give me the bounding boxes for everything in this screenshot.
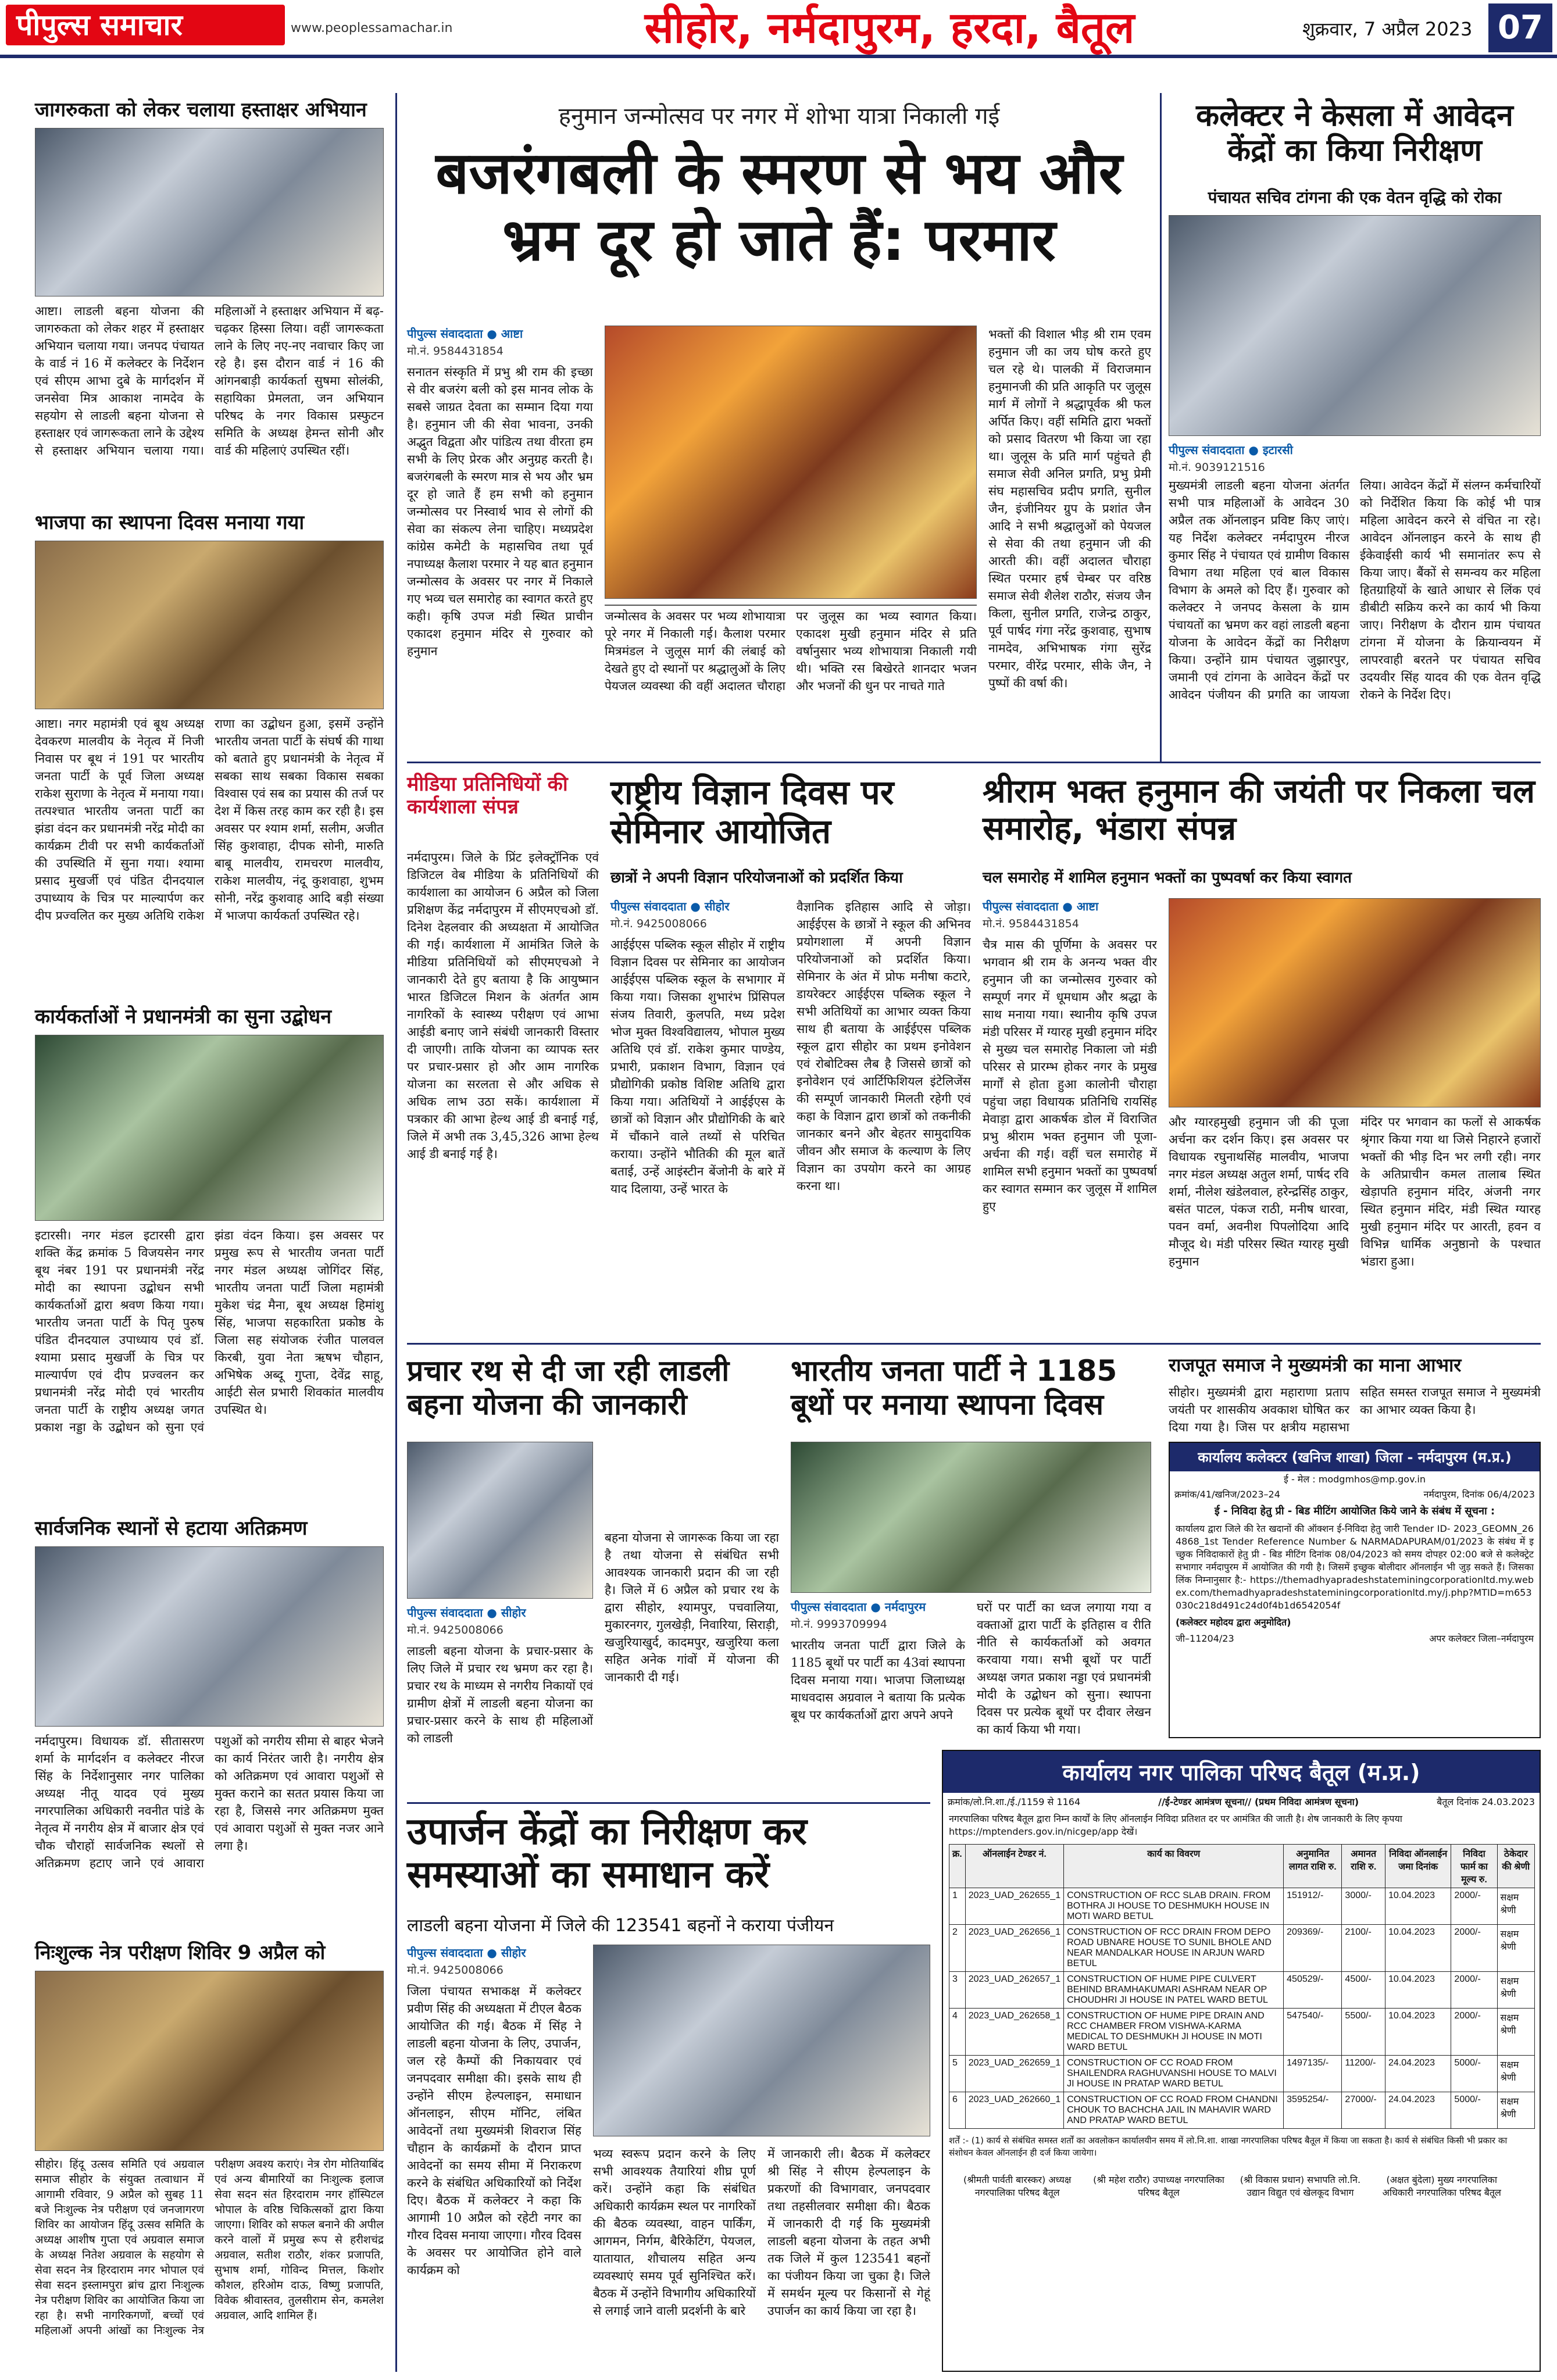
betul-tender-date: बैतूल दिनांक 24.03.2023 [1437,1796,1535,1807]
vigyan-body-2: वैज्ञानिक इतिहास आदि से जोड़ा। आईईएस के छात्रों ने स्कूल की अभिनव प्रयोगशाला में अपनी विज्ञान परियोजनाओं को प्रदर्शित किया। सेमिनार के अंत में प्रोफ मनीषा कटारे, डायरेक्टर आईईएस पब्लिक स्कूल ने सभी अतिथियों का आभार व्यक्त किया साथ ही बताया के आईईएस पब्लिक स्कूल द्वारा सीहोर का प्रथम इनोवेशन एवं रोबोटिक्स लैब है जिससे छात्रों को इनोवेशन एवं आर्टिफिशियल इंटेलिजेंस की सम्पूर्ण जानकारी मिलती रहेगी एवं कहा के विज्ञान द्वारा छात्रों को तकनीकी जानकार बनने और बेहतर सामुदायिक जीवन और समाज के कल्याण के लिए विज्ञान का उपयोग करने का आग्रह करना था। [797,900,971,1193]
table-cell: CONSTRUCTION OF HUME PIPE CULVERT BEHIND BRAMHAKUMARI ASHRAM NEAR OP CHOUDHRI JI HOUSE IN PATEL WARD BETUL [1064,1972,1284,2009]
table-cell: 2023_UAD_262656_1 [965,1925,1063,1972]
table-cell: 547540/- [1284,2009,1342,2056]
table-cell: 151912/- [1284,1888,1342,1925]
netra-photo [35,1971,384,2151]
table-row [949,1888,1535,1925]
table-row [949,1972,1535,2009]
table-cell: 10.04.2023 [1385,2009,1451,2056]
parmar-body-2: जन्मोत्सव के अवसर पर भव्य शोभायात्रा पूरे नगर में निकाली गई। कैलाश परमार मित्रमंडल ने जुलूस मार्ग की लंबाई को देखते हुए दो स्थानों पर श्रद्धालुओं के लिए पेयजल व्यवस्था की वहीं अदालत चौराहा पर जुलूस का भव्य स्वागत किया। एकादश मुखी हनुमान मंदिर से प्रति वर्षानुसार भव्य शोभायात्रा निकाली गयी थी। भक्ति रस बिखेरते शानदार भजन और भजनों की धुन पर नाचते गाते [605,609,977,693]
bjp-1185-phone: मो.नं. 9993709994 [791,1618,887,1631]
table-cell: 2000/- [1451,1925,1497,1972]
atikraman-body: नर्मदापुरम। विधायक डॉ. सीतासरण शर्मा के मार्गदर्शन व कलेक्टर नीरज सिंह के निर्देशानुसार नगर पालिका अध्यक्ष नीतू यादव एवं मुख्य नगरपालिका अधिकारी नवनीत पांडे के नेतृत्व में नगरीय क्षेत्र में बाजार क्षेत्र एवं चौक चौराहों सार्वजनिक स्थलों से अतिक्रमण हटाए जाने एवं आवारा पशुओं को नगरीय सीमा से बाहर भेजने का कार्य निरंतर जारी है। नगरीय क्षेत्र को अतिक्रमण एवं आवारा पशुओं से मुक्त कराने का सतत प्रयास किया जा रहा है, जिससे नगर अतिक्रमण मुक्त एवं आवारा पशुओं से मुक्त नजर आने लगा है। [35,1734,384,1870]
table-cell: 2 [949,1925,966,1972]
parmar-body-3: भक्तों की विशाल भीड़ श्री राम एवम हनुमान जी का जय घोष करते हुए चल रहे थे। पालकी में विराजमान हनुमानजी की प्रति आकृति पर जुलूस मार्ग में लोगों ने श्रद्धापूर्वक श्री फल अर्पित किए। वहीं समिति द्वारा भक्तों को प्रसाद वितरण भी किया जा रहा था। जुलूस के प्रति मार्ग पहुंचते ही समाज सेवी अनिल प्रगति, प्रभु प्रेमी संघ महासचिव प्रदीप प्रगति, सुनील जैन, इंजीनियर ग्रुप के प्रशांत जैन आदि ने सभी श्रद्धालुओं को पेयजल से सेवा की तथा हनुमान जी की आरती की। वहीं अदालत चौराहा स्थित परमार हर्ष चेम्बर पर वरिष्ठ समाज सेवी शैलेश राठौर, संजय जैन किला, सुनील प्रगति, राजेन्द्र ठाकुर, पूर्व पार्षद गंगा नरेंद्र कुशवाह, सुभाष नामदेव, अभिभाषक गंगा सुरेंद्र परमार, वीरेंद्र परमार, सीके जैन, ने पुष्पों की वर्षा की। [988,327,1151,690]
betul-tender-table [949,1844,1535,2129]
bjp-sthapna-photo [35,541,384,709]
table-cell: सक्षम श्रेणी [1497,1925,1535,1972]
table-cell: 2100/- [1342,1925,1385,1972]
parmar-kicker: हनुमान जन्मोत्सव पर नगर में शोभा यात्रा निकाली गई [558,103,1000,130]
khanij-tender-title: ई - निविदा हेतु प्री - बिड मीटिंग आयोजित किये जाने के संबंध में सूचना : [1214,1505,1495,1517]
column-divider-left [395,93,397,2372]
karyakarta-photo [35,1035,384,1221]
media-body: नर्मदापुरम। जिले के प्रिंट इलेक्ट्रॉनिक एवं डिजिटल वेब मीडिया के प्रतिनिधियों की कार्यशाला का आयोजन 6 अप्रैल को जिला प्रशिक्षण केंद्र नर्मदापुरम में सीएमएचओ डॉ. दिनेश देहलवार की अध्यक्षता में आयोजित की गई। कार्यशाला में आमंत्रित जिले के मीडिया प्रतिनिधियों को सीएमएचओ ने जानकारी देते हुए बताया है कि आयुष्मान भारत डिजिटल मिशन के अंतर्गत आम नागरिकों के स्वास्थ्य परीक्षण एवं आभा आईडी बनाए जाने संबंधी जानकारी विस्तार दी जाएगी। ताकि योजना का व्यापक स्तर पर प्रचार-प्रसार हो और आम नागरिक योजना का सरलता से और अधिक से अधिक लाभ उठा सकें। कार्यशाला में पत्रकार की आभा हेल्थ आई डी बनाई गई, जिले में अभी तक 3,45,326 आभा हेल्थ आई डी बनाई गई है। [407,850,599,1161]
shriram-photo [1169,898,1541,1107]
tender-column-header: अमानत राशि रु. [1342,1845,1385,1888]
table-cell: 2023_UAD_262658_1 [965,2009,1063,2056]
parmar-headline: बजरंगबली के स्मरण से भय और भ्रम दूर हो जाते हैं: परमार [435,139,1123,274]
signatory: (श्री महेश राठौर) उपाध्यक्ष नगरपालिका परिषद बैतूल [1093,2174,1224,2198]
collector-subhead: पंचायत सचिव टांगना की एक वेतन वृद्धि को रोका [1208,188,1502,207]
table-cell: CONSTRUCTION OF HUME PIPE DRAIN AND RCC CHAMBER FROM VISHWA-KARMA MEDICAL TO DESHMUKH JI HOUSE IN MOTI WARD BETUL [1064,2009,1284,2056]
table-cell: 24.04.2023 [1385,2092,1451,2129]
table-row [949,2092,1535,2129]
ladli-prachar-phone: मो.नं. 9425008066 [407,1624,503,1636]
vigyan-subhead: छात्रों ने अपनी विज्ञान परियोजनाओं को प्रदर्शित किया [610,869,903,887]
bjp-sthapna-headline: भाजपा का स्थापना दिवस मनाया गया [35,511,305,534]
khanij-tender-note: (कलेक्टर महोदय द्वारा अनुमोदित) [1176,1617,1291,1628]
section-title: सीहोर, नर्मदापुरम, हरदा, बैतूल [644,3,1135,53]
parmar-photo-2 [605,605,977,606]
tender-body [949,1888,1535,2129]
collector-phone: मो.नं. 9039121516 [1169,461,1265,474]
bjp-1185-body-1: भारतीय जनता पार्टी द्वारा जिले के 1185 बूथों पर पार्टी का 43वां स्थापना दिवस मनाया गया। भाजपा जिलाध्यक्ष माधवदास अग्रवाल ने बताया कि प्रत्येक बूथ पर कार्यकर्ताओं द्वारा अपने अपने [791,1638,965,1722]
tender-column-header: क्र. [949,1845,966,1888]
signature-photo [35,128,384,296]
table-cell: 10.04.2023 [1385,1925,1451,1972]
vigyan-body-1: आईईएस पब्लिक स्कूल सीहोर में राष्ट्रीय विज्ञान दिवस पर सेमिनार का आयोजन आईईएस पब्लिक स्कूल के सभागार में किया गया। जिसका शुभारंभ प्रिंसिपल संजय तिवारी, कुलपति, मध्य प्रदेश भोज मुक्त विश्वविद्यालय, भोपाल मुख्य अतिथि एवं डॉ. राकेश कुमार पाण्डेय, प्रभारी, प्रकाशन विभाग, विज्ञान एवं प्रौद्योगिकी प्रकोष्ठ विशिष्ट अतिथि द्वारा किया गया। अतिथियों ने आईईएस के छात्रों को विज्ञान और प्रौद्योगिकी के बारे में चौंकाने वाले तथ्यों से परिचित कराया। उन्होंने भौतिकी की मूल बातें बताई, उन्हें आइंस्टीन बेंजोनी के बारे में याद दिलाया, उन्हें भारत के [610,938,785,1196]
table-cell: 3595254/- [1284,2092,1342,2129]
row-divider-1 [407,762,1541,763]
tender-header-row [949,1845,1535,1888]
shriram-body-3: मंदिर पर भगवान का फलों से आकर्षक श्रृंगार किया गया था जिसे निहारने हजारों भक्तों की भीड़ दिन भर लगी रही। नगर के अतिप्राचीन कमल तालाब स्थित खेड़ापति हनुमान मंदिर, अंजनी नगर स्थित हनुमान मंदिर, मंडी स्थित ग्यारह मुखी हनुमान मंदिर पर आरती, हवन व विभिन्न धार्मिक अनुष्ठानो के पश्चात भंडारा हुआ। [1360,1115,1541,1268]
uparjan-headline: उपार्जन केंद्रों का निरीक्षण कर समस्याओं का समाधान करें [407,1810,807,1896]
signatory: (अक्षत बुंदेला) मुख्य नगरपालिका अधिकारी नगरपालिका परिषद बैतूल [1382,2174,1501,2198]
ladli-prachar-byline: पीपुल्स संवाददाता ● सीहोर [407,1606,526,1620]
table-cell: 27000/- [1342,2092,1385,2129]
table-cell: 2000/- [1451,1972,1497,2009]
shriram-body-2: और ग्यारहमुखी हनुमान जी की पूजा अर्चना कर दर्शन किए। इस अवसर पर विधायक रघुनाथसिंह मालवीय, भाजपा नगर मंडल अध्यक्ष अतुल शर्मा, पार्षद रवि शर्मा, नीलेश खंडेलवाल, हरेन्द्रसिंह ठाकुर, बसंत पाटल, पंकज राठी, मनीष धारवा, पवन वर्मा, अवनीश पिपलोदिया आदि मौजूद थे। मंडी परिसर स्थित ग्यारह मुखी हनुमान [1169,1115,1349,1268]
uparjan-body-2: भव्य स्वरूप प्रदान करने के लिए सभी आवश्यक तैयारियां शीघ्र पूर्ण करें। उन्होंने कहा कि संबंधित अधिकारी कार्यक्रम स्थल पर नागरिकों की बैठक व्यवस्था, वाहन पार्किंग, आगमन, निर्गम, बैरिकेटिंग, पेयजल, यातायात, शौचालय सहित अन्य व्यवस्थाएं समय पूर्व सुनिश्चित करें। बैठक में उन्होंने विभागीय अधिकारियों से लगाई जाने वाली प्रदर्शनी के बारे [593,2147,756,2318]
table-cell: 5500/- [1342,2009,1385,2056]
tender-column-header: ठेकेदार की श्रेणी [1497,1845,1535,1888]
ladli-prachar-headline: प्रचार रथ से दी जा रही लाडली बहना योजना की जानकारी [407,1354,730,1421]
table-cell: सक्षम श्रेणी [1497,1972,1535,2009]
tender-column-header: कार्य का विवरण [1064,1845,1284,1888]
khanij-tender-head: कार्यालय कलेक्टर (खनिज शाखा) जिला - नर्मदापुरम (म.प्र.) [1170,1443,1540,1471]
table-row [949,2056,1535,2092]
table-cell: 2023_UAD_262657_1 [965,1972,1063,2009]
atikraman-photo [35,1546,384,1727]
shriram-byline: पीपुल्स संवाददाता ● आष्टा [983,899,1099,913]
betul-tender-ref: क्रमांक/लो.नि.शा./ई./1159 से 1164 [948,1796,1081,1807]
rajput-headline: राजपूत समाज ने मुख्यमंत्री का माना आभार [1169,1354,1462,1376]
newspaper-logo: पीपुल्स समाचार [6,5,285,45]
shriram-phone: मो.नं. 9584431854 [983,917,1079,930]
ladli-prachar-body-1: लाडली बहना योजना के प्रचार-प्रसार के लिए जिले में प्रचार रथ भ्रमण कर रहा है। प्रचार रथ के माध्यम से नगरीय निकायों एवं ग्रामीण क्षेत्रों में लाडली बहना योजना का प्रचार-प्रसार करने के साथ ही महिलाओं को लाडली [407,1644,593,1745]
collector-headline: कलेक्टर ने केसला में आवेदन केंद्रों का किया निरीक्षण [1196,98,1513,168]
table-cell: 2023_UAD_262660_1 [965,2092,1063,2129]
ladli-prachar-photo [407,1442,593,1599]
media-headline: मीडिया प्रतिनिधियों की कार्यशाला संपन्न [407,773,568,819]
table-cell: सक्षम श्रेणी [1497,1888,1535,1925]
shriram-headline: श्रीराम भक्त हनुमान की जयंती पर निकला चल समारोह, भंडारा संपन्न [983,773,1535,848]
table-cell: 4500/- [1342,1972,1385,2009]
table-cell: 2000/- [1451,1888,1497,1925]
table-cell: 2000/- [1451,2009,1497,2056]
table-cell: 3 [949,1972,966,2009]
table-cell: सक्षम श्रेणी [1497,2092,1535,2129]
khanij-tender-footref: जी–11204/23 [1176,1633,1234,1644]
atikraman-headline: सार्वजनिक स्थानों से हटाया अतिक्रमण [35,1517,308,1540]
table-cell: 5000/- [1451,2092,1497,2129]
parmar-phone: मो.नं. 9584431854 [407,345,503,358]
betul-tender-intro: नगरपालिका परिषद बैतूल द्वारा निम्न कार्यों के लिए ऑनलाईन निविदा प्रतिशत दर पर आमंत्रित की जाती है। शेष जानकारी के लिए कृपया https://mptenders.gov.in/nicgep/app देखें। [949,1813,1402,1837]
tender-column-header: अनुमानित लागत राशि रु. [1284,1845,1342,1888]
signature-body: आष्टा। लाडली बहना योजना की जागरुकता को लेकर शहर में हस्ताक्षर अभियान चलाया गया। जनपद पंचायत के वार्ड नं 16 में कलेक्टर के निर्देशन एवं सीएम आभा दुबे के मार्गदर्शन में जनसेवा मित्र आकाश नामदेव के सहयोग से लाडली बहना योजना से हस्ताक्षर एवं जागरूकता लाने के उद्देश्य से हस्ताक्षर अभियान चलाया गया। महिलाओं ने हस्ताक्षर अभियान में बढ़-चढ़कर हिस्सा लिया। वहीं जागरूकता लाने के लिए नए-नए नवाचार किए जा रहे है। इस दौरान वार्ड नं 16 की आंगनबाड़ी कार्यकर्ता सुषमा सोलंकी, सहायिका प्रेमलता, जन अभियान परिषद के नगर विकास प्रस्फुटन समिति के अध्यक्ष हेमन्त सोनी और वार्ड की महिलाएं उपस्थित रहीं। [35,304,384,458]
tender-column-header: ऑनलाईन टेण्डर नं. [965,1845,1063,1888]
table-cell: 6 [949,2092,966,2129]
betul-tender-head: कार्यालय नगर पालिका परिषद बैतूल (म.प्र.) [943,1751,1540,1793]
karyakarta-headline: कार्यकर्ताओं ने प्रधानमंत्री का सुना उद्बोधन [35,1005,332,1028]
signatory: (श्रीमती पार्वती बारस्कर) अध्यक्ष नगरपालिका परिषद बैतूल [963,2174,1072,2198]
website-link[interactable]: www.peoplessamachar.in [291,21,453,35]
table-cell: 10.04.2023 [1385,1972,1451,2009]
table-cell: 2023_UAD_262659_1 [965,2056,1063,2092]
tender-column-header: निविदा ऑनलाईन जमा दिनांक [1385,1845,1451,1888]
uparjan-photo [593,1945,930,2136]
table-cell: 450529/- [1284,1972,1342,2009]
table-cell: CONSTRUCTION OF CC ROAD FROM CHANDNI CHOUK TO BACHCHA JAIL IN MAHAVIR WARD AND PRATAP WARD BETUL [1064,2092,1284,2129]
tender-column-header: निविदा फार्म का मूल्य रु. [1451,1845,1497,1888]
table-cell: सक्षम श्रेणी [1497,2009,1535,2056]
vigyan-byline: पीपुल्स संवाददाता ● सीहोर [610,899,730,913]
parmar-byline: पीपुल्स संवाददाता ● आष्टा [407,327,523,341]
khanij-tender-notice [1169,1442,1541,1738]
khanij-tender-body: कार्यालय द्वारा जिले की रेत खदानों की ऑक्शन ई-निविदा हेतु जारी Tender ID- 2023_GEOMN_264868_1st Tender Reference Number & NARMADAPURAM/01/2023 के संबंध में इच्छुक निविदाकारों हेतु प्री - बिड मीटिंग दिनांक 08/04/2023 को समय दोपहर 02:00 बजे से कलेक्ट्रेट सभागार नर्मदापुरम में आयोजित की गयी है। जिसमें इच्छुक बोलीदार ऑनलाईन भी जुड़ सकते हैं। जिसका लिंक निम्नानुसार है:- https://themadhyapradeshstateminingcorporationltd.my.webex.com/themadhyapradeshstateminingcorporationltd.my/j.php?MTID=m653030c218d491c24d0f4b1d6542054f [1176,1523,1534,1611]
table-row [949,1925,1535,1972]
signatory: (श्री विकास प्रधान) सभापति लो.नि. उद्यान विद्युत एवं खेलकूद विभाग [1240,2174,1361,2198]
table-cell: 1 [949,1888,966,1925]
khanij-tender-email: ई - मेल : modgmhos@mp.gov.in [1284,1474,1426,1485]
uparjan-body-1: जिला पंचायत सभाकक्ष में कलेक्टर प्रवीण सिंह की अध्यक्षता में टीएल बैठक आयोजित की गई। बैठक में सिंह ने लाडली बहना योजना के लिए, उपार्जन, जल रहे कैम्पों की निकायवार एवं जनपदवार समीक्षा की। इसके साथ ही उन्होंने सीएम हेल्पलाइन, समाधान ऑनलाइन, सीएम मॉनिट, लंबित आवेदनों तथा मुख्यमंत्री शिवराज सिंह चौहान के कार्यक्रमों के दौरान प्राप्त आवेदनों का समय सीमा में निराकरण करने के संबंधित अधिकारियों को निर्देश दिए। बैठक में कलेक्टर ने कहा कि आगामी 10 अप्रैल को रहेटी नगर का गौरव दिवस मनाया जाएगा। गौरव दिवस के अवसर पर आयोजित होने वाले कार्यक्रम को [407,1984,581,2277]
ladli-prachar-body-2: बहना योजना से जागरूक किया जा रहा है तथा योजना से संबंधित सभी आवश्यक जानकारी प्रदान की जा रही है। जिले में 6 अप्रैल को प्रचार रथ के द्वारा सीहोर, श्यामपुर, पचवालिया, मुकारनगर, गुलखेड़ी, निवारिया, सिराड़ी, खजुरियाखुर्द, कादमपुर, खजुरिया कला सहित अनेक गांवों में योजना की जानकारी दी गई। [605,1531,779,1684]
uparjan-phone: मो.नं. 9425008066 [407,1964,503,1977]
table-cell: 2023_UAD_262655_1 [965,1888,1063,1925]
betul-tender-terms: शर्तें :- (1) कार्य से संबंधित समस्त शर्तों का अवलोकन कार्यालयीन समय में लो.नि.शा. शाखा नगरपालिका परिषद बैतूल में किया जा सकता है। कार्य से संबंधित किसी भी प्रकार का संशोधन केवल ऑनलाईन ही दर्ज किया जायेगा। [949,2135,1508,2158]
table-cell: CONSTRUCTION OF RCC DRAIN FROM DEPO ROAD UBNARE HOUSE TO SUNIL BHOLE AND NEAR MANDALKAR HOUSE IN ARJUN WARD BETUL [1064,1925,1284,1972]
betul-tender-title: //ई-टेण्डर आमंत्रण सूचना// (प्रथम निविदा आमंत्रण सूचना) [1158,1796,1359,1807]
table-cell: 3000/- [1342,1888,1385,1925]
vigyan-headline: राष्ट्रीय विज्ञान दिवस पर सेमिनार आयोजित [610,773,894,851]
table-cell: 5000/- [1451,2056,1497,2092]
table-cell: CONSTRUCTION OF RCC SLAB DRAIN. FROM BOTHRA JI HOUSE TO DESHMUKH HOUSE IN MOTI WARD BETUL [1064,1888,1284,1925]
uparjan-subhead: लाडली बहना योजना में जिले की 123541 बहनों ने कराया पंजीयन [407,1916,834,1936]
parmar-body-1: सनातन संस्कृति में प्रभु श्री राम की इच्छा से वीर बजरंग बली को इस मानव लोक के सबसे जाग्रत देवता का सम्मान दिया गया है। हनुमान जी की सेवा भावना, उनकी अद्भुत विद्वता और पांडित्य तथा वीरता हम सभी के लिए प्रेरक और अनुग्रह करती है। बजरंगबली के स्मरण मात्र से भय और भ्रम दूर हो जाते हैं हम सभी को हनुमान जन्मोत्सव पर निस्वार्थ भाव से लोगों की सेवा का संकल्प लेना चाहिए। मध्यप्रदेश कांग्रेस कमेटी के महासचिव तथा पूर्व नपाध्यक्ष कैलाश परमार ने यह बात हनुमान जन्मोत्सव के अवसर पर नगर में निकाले गए भव्य चल समारोह का स्वागत करते हुए कही। कृषि उपज मंडी स्थित प्राचीन एकादश हनुमान मंदिर से गुरुवार को हनुमान [407,365,593,658]
table-row [949,2009,1535,2056]
table-cell: 4 [949,2009,966,2056]
khanij-tender-date: नर्मदापुरम, दिनांक 06/4/2023 [1423,1489,1535,1500]
collector-photo [1169,215,1541,436]
table-cell: CONSTRUCTION OF CC ROAD FROM SHAILENDRA RAGHUVANSHI HOUSE TO MALVI JI HOUSE IN PRATAP WARD BETUL [1064,2056,1284,2092]
shriram-body-1: चैत्र मास की पूर्णिमा के अवसर पर भगवान श्री राम के अनन्य भक्त वीर हनुमान जी का जन्मोत्सव गुरुवार को सम्पूर्ण नगर में धूमधाम और श्रद्धा के साथ मनाया गया। स्थानीय कृषि उपज मंडी परिसर में ग्यारह मुखी हनुमान मंदिर से मुख्य चल समारोह निकाला जो मंडी परिसर से प्रारम्भ होकर नगर के प्रमुख मार्गों से होता हुआ कालोनी चौराहा पहुंचा जहा विधायक प्रतिनिधि रायसिंह मेवाड़ा द्वारा आकर्षक डोल में विराजित प्रभु श्रीराम भक्त हनुमान जी पूजा-अर्चना की गई। वहीं चल समारोह में शामिल सभी हनुमान भक्तों का पुष्पवर्षा कर स्वागत सम्मान कर जुलूस में शामिल हुए [983,938,1157,1213]
row-divider-2 [407,1343,1541,1345]
column-divider-right-top [1160,93,1162,762]
khanij-tender-sign: अपर कलेक्टर जिला–नर्मदापुरम [1429,1633,1534,1644]
bjp-1185-headline: भारतीय जनता पार्टी ने 1185 बूथों पर मनाया स्थापना दिवस [791,1354,1117,1421]
masthead [0,0,1557,58]
page-number: 07 [1488,3,1552,52]
uparjan-body-3: में जानकारी ली। बैठक में कलेक्टर श्री सिंह ने सीएम हेल्पलाइन के प्रकरणों की विभागवार, जनपदवार तथा तहसीलवार समीक्षा की। बैठक में जानकारी दी गई कि मुख्यमंत्री लाडली बहना योजना के तहत अभी तक जिले में कुल 123541 बहनों का पंजीयन किया जा चुका है। जिले में समर्थन मूल्य पर किसानों से गेहूं उपार्जन का कार्य किया जा रहा है। [767,2147,930,2318]
vigyan-phone: मो.नं. 9425008066 [610,917,707,930]
bjp-1185-photo [791,1442,1151,1593]
bjp-1185-body-2: घरों पर पार्टी का ध्वज लगाया गया व वक्ताओं द्वारा पार्टी के इतिहास व रीति नीति से कार्यकर्ताओं को अवगत करवाया गया। सभी बूथों पर पार्टी अध्यक्ष जगत प्रकाश नड्डा एवं प्रधानमंत्री मोदी के उद्बोधन को सुना। स्थापना दिवस पर प्रत्येक बूथों पर दीवार लेखन का कार्य किया भी गया। [977,1600,1151,1736]
tender-signatories [943,2161,1540,2199]
table-cell: 11200/- [1342,2056,1385,2092]
bjp-1185-byline: पीपुल्स संवाददाता ● नर्मदापुरम [791,1600,926,1614]
dateline: शुक्रवार, 7 अप्रैल 2023 [1302,18,1473,40]
table-cell: 10.04.2023 [1385,1888,1451,1925]
signature-headline: जागरुकता को लेकर चलाया हस्ताक्षर अभियान [35,98,367,121]
table-cell: 209369/- [1284,1925,1342,1972]
collector-byline: पीपुल्स संवाददाता ● इटारसी [1169,443,1293,457]
bjp-sthapna-body: आष्टा। नगर महामंत्री एवं बूथ अध्यक्ष देवकरण मालवीय के नेतृत्व में निजी निवास पर बूथ नं 191 पर भारतीय जनता पार्टी के पूर्व जिला अध्यक्ष राकेश सुराणा के नेतृत्व में मनाया गया। तत्पश्चात भारतीय जनता पार्टी का झंडा वंदन कर प्रधानमंत्री नरेंद्र मोदी का कार्यक्रम टीवी पर सभी कार्यकर्ताओं की उपस्थिति में सुना गया। श्यामा प्रसाद मुखर्जी एवं पंडित दीनदयाल उपाध्याय के चित्र पर माल्यार्पण कर दीप प्रज्वलित कर मुख्य अतिथि राकेश राणा का उद्बोधन हुआ, इसमें उन्होंने भारतीय जनता पार्टी के संघर्ष की गाथा को बताते हुए प्रधानमंत्री के नेतृत्व में सबका साथ सबका विकास सबका विश्वास एवं सब का प्रयास की तर्ज पर देश में किस तरह काम कर रही है। इस अवसर पर श्याम शर्मा, सलीम, अजीत सिंह कुशवाहा, दीपक सोनी, मारुति बाबू मालवीय, रामचरण मालवीय, राकेश मालवीय, नंदू कुशवाहा, शुभम सोनी, नरेंद्र कुशवाह आदि बड़ी संख्या में भाजपा कार्यकर्ता उपस्थित रहे। [35,717,384,923]
uparjan-byline: पीपुल्स संवाददाता ● सीहोर [407,1946,526,1960]
table-cell: 5 [949,2056,966,2092]
karyakarta-body: इटारसी। नगर मंडल इटारसी द्वारा शक्ति केंद्र क्रमांक 5 विजयसेन नगर बूथ नंबर 191 पर प्रधानमंत्री नरेंद्र मोदी का स्थापना उद्बोधन सभी कार्यकर्ताओं द्वारा श्रवण किया गया। भारतीय जनता पार्टी के पितृ पुरुष पंडित दीनदयाल उपाध्याय एवं डॉ. श्यामा प्रसाद मुखर्जी के चित्र पर माल्यार्पण एवं दीप प्रज्वलन कर प्रधानमंत्री नरेंद्र मोदी एवं भारतीय जनता पार्टी के राष्ट्रीय अध्यक्ष जगत प्रकाश नड्डा के उद्बोधन को सुना एवं झंडा वंदन किया। इस अवसर पर प्रमुख रूप से भारतीय जनता पार्टी नगर मंडल अध्यक्ष जोगिंदर सिंह, भारतीय जनता पार्टी जिला महामंत्री मुकेश चंद्र मैना, बूथ अध्यक्ष हिमांशु सिंह, भाजपा सहकारिता प्रकोष्ठ के जिला सह संयोजक रंजीत पालवल किरबी, युवा नेता ऋषभ चौहान, अभिषेक अब्दू गुप्ता, देवेंद्र साहू, आईटी सेल प्रभारी शिवकांत मालवीय उपस्थित थे। [35,1228,384,1434]
netra-headline: निःशुल्क नेत्र परीक्षण शिविर 9 अप्रैल को [35,1941,326,1964]
table-cell: 1497135/- [1284,2056,1342,2092]
khanij-tender-ref: क्रमांक/41/खनिज/2023–24 [1174,1489,1280,1500]
netra-body: सीहोर। हिंदू उत्सव समिति एवं अग्रवाल समाज सीहोर के संयुक्त तत्वाधान में आगामी रविवार, 9 अप्रैल को सुबह 11 बजे निःशुल्क नेत्र परीक्षण एवं जनजागरण शिविर का आयोजन हिंदू उत्सव समिति के अध्यक्ष आशीष गुप्ता एवं अग्रवाल समाज के अध्यक्ष नितेश अग्रवाल के सहयोग से सेवा सदन नेत्र हिरदाराम नगर भोपाल एवं सेवा सदन इस्लामपुरा ब्रांच द्वारा निःशुल्क नेत्र परीक्षण शिविर का आयोजित किया जा रहा है। सभी नागरिकगणों, बच्चों एवं महिलाओं अपनी आंखों का निःशुल्क नेत्र परीक्षण अवश्य कराएं। नेत्र रोग मोतियाबिंद एवं अन्य बीमारियों का निःशुल्क इलाज सेवा सदन संत हिरदाराम नगर हॉस्पिटल भोपाल के वरिष्ठ चिकित्सकों द्वारा किया जाएगा। शिविर को सफल बनाने की अपील करने वालों में प्रमुख रूप से हरीशचंद्र अग्रवाल, सतीश राठौर, शंकर प्रजापति, सुभाष शर्मा, गोविन्द मित्तल, किशोर कौशल, हरिओम दाऊ, विष्णु प्रजापति, विवेक श्रीवास्तव, तुलसीराम सेन, कमलेश अग्रवाल, आदि शामिल हैं। [35,2158,384,2337]
betul-tender-notice [942,1750,1541,2372]
table-cell: सक्षम श्रेणी [1497,2056,1535,2092]
rajput-body: सीहोर। मुख्यमंत्री द्वारा महाराणा प्रताप जयंती पर शासकीय अवकाश घोषित कर दिया गया है। जिस पर क्षत्रीय महासभा सहित समस्त राजपूत समाज ने मुख्यमंत्री का आभार व्यक्त किया है। [1169,1385,1541,1434]
table-cell: 24.04.2023 [1385,2056,1451,2092]
parmar-photo-1 [605,326,977,599]
collector-body: मुख्यमंत्री लाडली बहना योजना अंतर्गत सभी पात्र महिलाओं के आवेदन 30 अप्रैल तक ऑनलाइन प्रविष्ट किए जाएं। यह निर्देश कलेक्टर नर्मदापुरम नीरज कुमार सिंह ने पंचायत एवं ग्रामीण विकास विभाग तथा महिला एवं बाल विकास विभाग के अमले को दिए हैं। गुरुवार को कलेक्टर ने जनपद केसला के ग्राम पंचायतों का भ्रमण कर वहां लाडली बहना योजना के आवेदन केंद्रों का निरीक्षण किया। उन्होंने ग्राम पंचायत जुझारपुर, जमानी एवं टांगना के आवेदन केंद्रों पर आवेदन पंजीयन की प्रगति का जायजा लिया। आवेदन केंद्रों में संलग्न कर्मचारियों को निर्देशित किया कि कोई भी पात्र महिला आवेदन करने से वंचित ना रहे। आवेदन ऑनलाइन करने के साथ ही ईकेवाईसी कार्य भी समानांतर रूप से किया जाए। बैंकों से समन्वय कर महिला हितग्राहियों के खाते आधार से लिंक एवं डीबीटी सक्रिय करने का कार्य भी किया जाए। निरीक्षण के दौरान ग्राम पंचायत टांगना में योजना के क्रियान्वयन में लापरवाही बरतने पर पंचायत सचिव उदयवीर सिंह यादव की एक वेतन वृद्धि रोकने के निर्देश दिए। [1169,478,1541,702]
row-divider-3 [407,1802,930,1804]
shriram-subhead: चल समारोह में शामिल हनुमान भक्तों का पुष्पवर्षा कर किया स्वागत [983,869,1352,887]
